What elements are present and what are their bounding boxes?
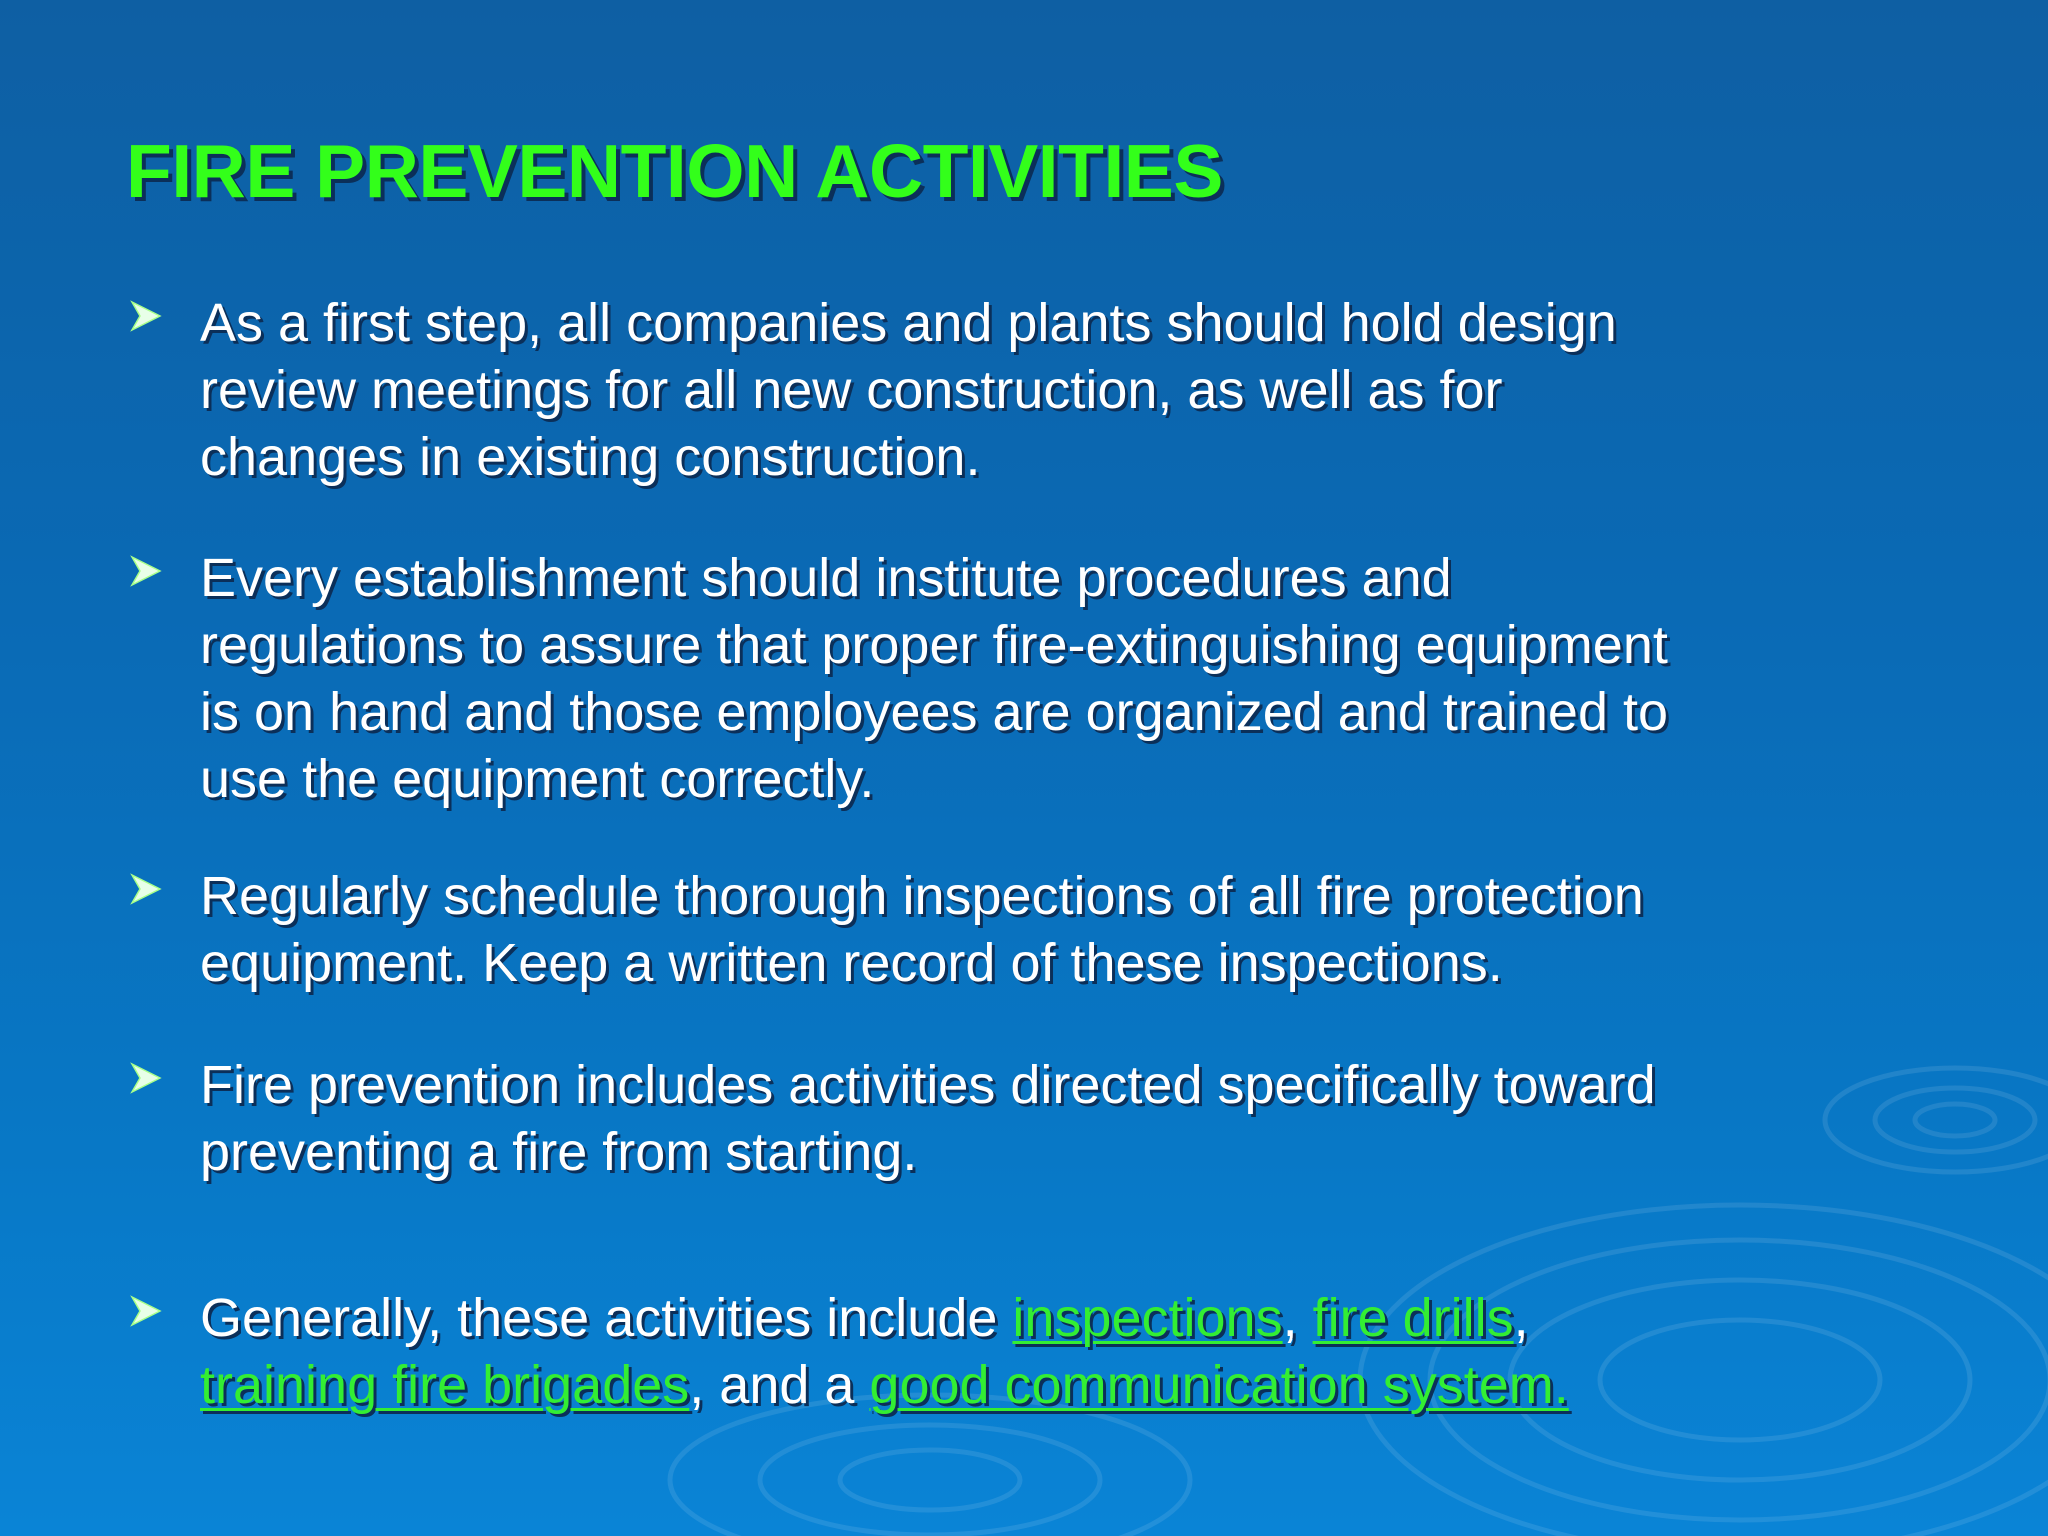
bullet-line: equipment. Keep a written record of these inspections.: [200, 933, 1503, 993]
slide-title: FIRE PREVENTION ACTIVITIES: [126, 129, 1223, 213]
arrowhead-bullet-icon: [128, 553, 164, 589]
arrowhead-bullet-icon: [128, 1060, 164, 1096]
separator-text: ,: [1513, 1288, 1529, 1348]
bullet-line: [200, 1352, 1940, 1419]
bullet-line: Fire prevention includes activities directed specifically toward: [200, 1055, 1656, 1115]
bullet-text: [200, 1052, 1940, 1186]
arrowhead-bullet-icon: [128, 871, 164, 907]
bullet-text: [200, 290, 1940, 491]
bullet-intro-text: Generally, these activities include: [200, 1288, 1013, 1348]
bullet-line: Every establishment should institute procedures and: [200, 548, 1452, 608]
bullet-line: use the equipment correctly.: [200, 749, 875, 809]
fire-drills-link[interactable]: fire drills: [1312, 1288, 1514, 1348]
bullet-line: regulations to assure that proper fire-extinguishing equipment: [200, 615, 1668, 675]
arrowhead-bullet-icon: [128, 1293, 164, 1329]
bullet-text: [200, 1285, 1940, 1419]
bullet-text: [200, 863, 1940, 997]
separator-text: , and a: [689, 1355, 870, 1415]
good-communication-system-link[interactable]: good communication system.: [869, 1355, 1569, 1415]
bullet-line: review meetings for all new construction, as well as for: [200, 360, 1503, 420]
bullet-line: Regularly schedule thorough inspections of all fire protection: [200, 866, 1644, 926]
inspections-link[interactable]: inspections: [1012, 1288, 1283, 1348]
bullet-line: changes in existing construction.: [200, 427, 981, 487]
separator-text: ,: [1282, 1288, 1313, 1348]
bullet-line: preventing a fire from starting.: [200, 1122, 918, 1182]
bullet-line: [200, 1285, 1940, 1352]
bullet-line: As a first step, all companies and plants should hold design: [200, 293, 1617, 353]
bullet-line: is on hand and those employees are organized and trained to: [200, 682, 1669, 742]
training-fire-brigades-link[interactable]: training fire brigades: [200, 1355, 690, 1415]
bullet-text: [200, 545, 1940, 813]
arrowhead-bullet-icon: [128, 298, 164, 334]
